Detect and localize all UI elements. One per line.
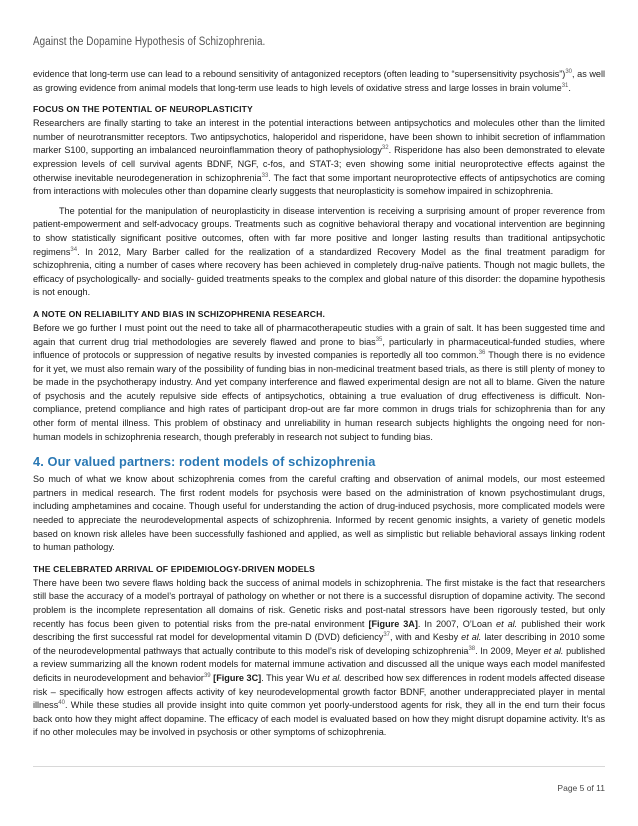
footer-divider xyxy=(33,766,605,767)
citation-31: 31 xyxy=(561,82,569,89)
body-text: published a review summarizing all the known rodent models for maternal immune activation and discussed all the unique ways each model manifested deficits in neurodevelopment and behavior xyxy=(33,645,605,683)
running-head: Against the Dopamine Hypothesis of Schizophrenia. xyxy=(33,36,266,48)
citation-34: 34 xyxy=(70,246,78,253)
et-al: et al. xyxy=(461,632,482,643)
heading-neuroplasticity: FOCUS ON THE POTENTIAL OF NEUROPLASTICITY xyxy=(33,104,253,115)
citation-32: 32 xyxy=(381,145,389,152)
citation-33: 33 xyxy=(261,172,269,179)
heading-epidemiology-models: THE CELEBRATED ARRIVAL OF EPIDEMIOLOGY-DRIVEN MODELS xyxy=(33,563,316,574)
rodent-paragraph: So much of what we know about schizophrenia comes from the careful crafting and observation of animal models, our most esteemed partners in medical research. The first rodent models for psychosis were based on the administration of known psychostimulant drugs, including amphetamines and cocaine. Though useful for understanding the action of drug-induced psychosis, more complicated models were needed to appreciate the neurodevelopmental aspects of schizophrenia. Informed by recent genomic insights, a variety of genetic models based on known risk alleles have been successfully fashioned and applied, as well as simplistic but reliable behavioral assays linking rodent to human pathology. xyxy=(33,474,605,553)
body-text: described how sex differences in rodent models affected disease risk – specifically how estrogen affects activity of key neurodevelopmental growth factor BDNF, another underappreciated player in mental illness xyxy=(33,672,605,711)
heading-reliability: A NOTE ON RELIABILITY AND BIAS IN SCHIZOPHRENIA RESEARCH. xyxy=(33,308,325,319)
body-text: , with and Kesby xyxy=(390,632,462,643)
citation-39: 39 xyxy=(203,672,211,679)
citation-38: 38 xyxy=(468,645,476,652)
neuroplasticity-paragraph-2 xyxy=(33,205,605,300)
body-text: . This year Wu xyxy=(261,672,323,683)
body-text: Before we go further I must point out the need to take all of pharmacotherapeutic studies with a grain of salt. It has been suggested time and again that current drug trial methodologies are severely flawed and prone to bias xyxy=(33,322,605,347)
et-al: et al. xyxy=(322,672,342,683)
reliability-paragraph xyxy=(33,322,605,444)
body-text: . In 2012, Mary Barber called for the realization of a standardized Recovery Model as the final treatment paradigm for schizophrenia, citing a number of cases where recovery has been achieved in completely drug-naïve patients. Though not magic bullets, the efficacy of psychologically- and socially- guided treatments speaks to the complex and global nature of this disorder: the dopamine hypothesis is not enough. xyxy=(33,246,605,298)
body-text: The potential for the manipulation of neuroplasticity in disease intervention is receiving a surprising amount of proper reverence from patient-empowerment and self-advocacy groups. Treatments such as cognitive behavioral therapy and vocational intervention are beginning to show statistically significant positive outcomes, often with far more positive and longer lasting results than traditional antipsychotic regimens xyxy=(33,205,605,257)
section-heading-rodent-models: 4. Our valued partners: rodent models of schizophrenia xyxy=(33,454,376,470)
body-text: published their work describing the first successful rat model for developmental vitamin D (DVD) deficiency xyxy=(33,618,605,643)
page-number: Page 5 of 11 xyxy=(557,783,605,793)
et-al: et al. xyxy=(496,618,518,629)
body-text: . Risperidone has also been demonstrated to elevate expression levels of cell survival agents BDNF, NGF, c-fos, and STAT-3; even showing some initial neuroprotective effects against the otherwise inevitable neurodegeneration in schizophrenia xyxy=(33,145,605,183)
page-content xyxy=(33,68,605,740)
body-text: . In 2007, O’Loan xyxy=(417,618,497,629)
body-text: later describing in 2010 some of the neurodevelopmental pathways that actually contribute to this model’s risk of developing schizophrenia xyxy=(33,632,605,656)
intro-text: , as well as growing evidence from animal models that long-term use leads to high levels of oxidative stress and large losses in brain volume xyxy=(33,69,605,93)
citation-37: 37 xyxy=(383,632,391,639)
figure-3c-reference[interactable]: [Figure 3C] xyxy=(213,672,262,683)
body-text: Though there is no evidence for it yet, we must also remain wary of the possibility of funding bias in non-medicinal treatment based trials, as there is still plenty of money to be made in the psychotherapy industry. And yet company interference and flawed experimental design are not all to blame. Given the nature of psychosis and the acutely repulsive side effects of antipsychotics, obtaining a true evaluation of drug effectiveness is difficult. Non-compliance, pretend compliance and high rates of participant drop-out are far more common in drugs trials for schizophrenia than for any other form of mental illness. This problem of obstinacy and unreliability in human research subjects highlights the ongoing need for non-human models in schizophrenia research, though preferably in research not subject to funding bias. xyxy=(33,350,605,442)
et-al: et al. xyxy=(543,645,564,656)
body-text: , particularly in pharmaceutical-funded studies, where influence of protocols or suppression of negative results by invested companies is reportedly all too common. xyxy=(33,336,605,361)
body-text: . While these studies all provide insight into quite common yet poorly-understood agents for risk, they all in the end turn their focus back onto how they might affect dopamine. The efficacy of each model is evaluated based on how they might disrupt dopamine activity. It’s as if no other molecules may be involved in psychosis or other symptoms of schizophrenia. xyxy=(33,700,605,738)
body-text: Researchers are finally starting to take an interest in the potential interactions between antipsychotics and molecules other than the limited number of neurotransmitter receptors. Two antipsychotics, haloperidol and risperidone, have been shown to inhibit secretion of inflammation marker S100, supporting an imbalanced neuroinflammation theory of pathophysiology xyxy=(33,118,605,156)
body-text: . The fact that some important neuroprotective effects of antipsychotics are coming from interactions with molecules other than dopamine clearly suggests that neuroplasticity is somehow impaired in schizophrenia. xyxy=(33,172,605,197)
epidemiology-paragraph xyxy=(33,577,605,740)
intro-paragraph xyxy=(33,68,605,95)
figure-3a-reference[interactable]: [Figure 3A] xyxy=(368,618,418,629)
body-text: . In 2009, Meyer xyxy=(475,645,544,656)
body-text: There have been two severe flaws holding back the success of animal models in schizophrenia. The first mistake is the fact that researchers still base the accuracy of a model’s portrayal of pathology on whether or not there is a successful disruption of dopamine activity. The second problem is the incomplete representation all domains of risk. Genetic risks and post-natal stressors have been rigorously tested, but only recently has focus been given to potential risks from the pre-natal environment xyxy=(33,577,605,629)
citation-35: 35 xyxy=(375,336,383,343)
neuroplasticity-paragraph-1 xyxy=(33,117,605,199)
citation-30: 30 xyxy=(565,68,573,75)
citation-40: 40 xyxy=(58,700,65,707)
citation-36: 36 xyxy=(478,350,486,357)
intro-text: evidence that long-term use can lead to a rebound sensitivity of antagonized receptors (often leading to “supersensitivity psychosis”) xyxy=(33,69,566,79)
intro-text: . xyxy=(568,82,571,93)
